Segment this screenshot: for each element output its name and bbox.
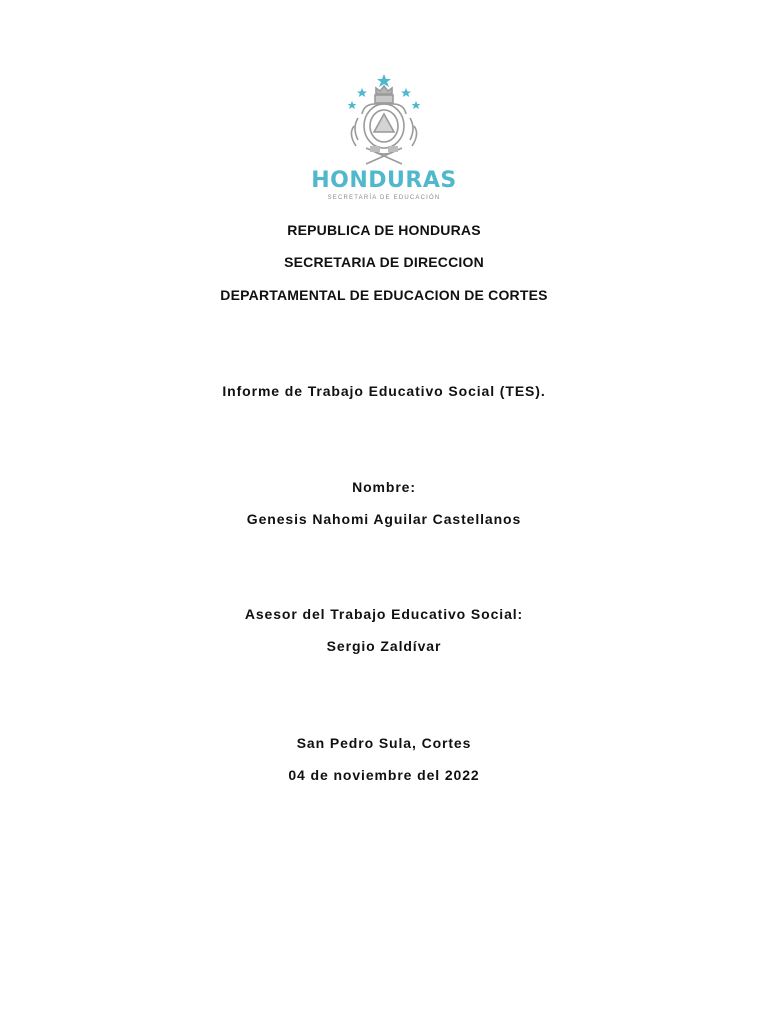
header-department: DEPARTAMENTAL DE EDUCACION DE CORTES <box>220 287 548 303</box>
logo-wordmark: HONDURAS <box>311 168 457 193</box>
honduras-education-logo <box>292 68 476 204</box>
header-republic: REPUBLICA DE HONDURAS <box>287 222 481 238</box>
header-secretariat: SECRETARIA DE DIRECCION <box>284 254 484 270</box>
advisor-name: Sergio Zaldívar <box>326 638 442 654</box>
advisor-label: Asesor del Trabajo Educativo Social: <box>244 606 524 622</box>
report-title: Informe de Trabajo Educativo Social (TES). <box>222 383 546 399</box>
student-name: Genesis Nahomi Aguilar Castellanos <box>246 511 522 527</box>
student-label: Nombre: <box>352 479 416 495</box>
date: 04 de noviembre del 2022 <box>288 767 480 783</box>
logo-subtitle: SECRETARÍA DE EDUCACIÓN <box>327 195 441 201</box>
place: San Pedro Sula, Cortes <box>296 735 472 751</box>
